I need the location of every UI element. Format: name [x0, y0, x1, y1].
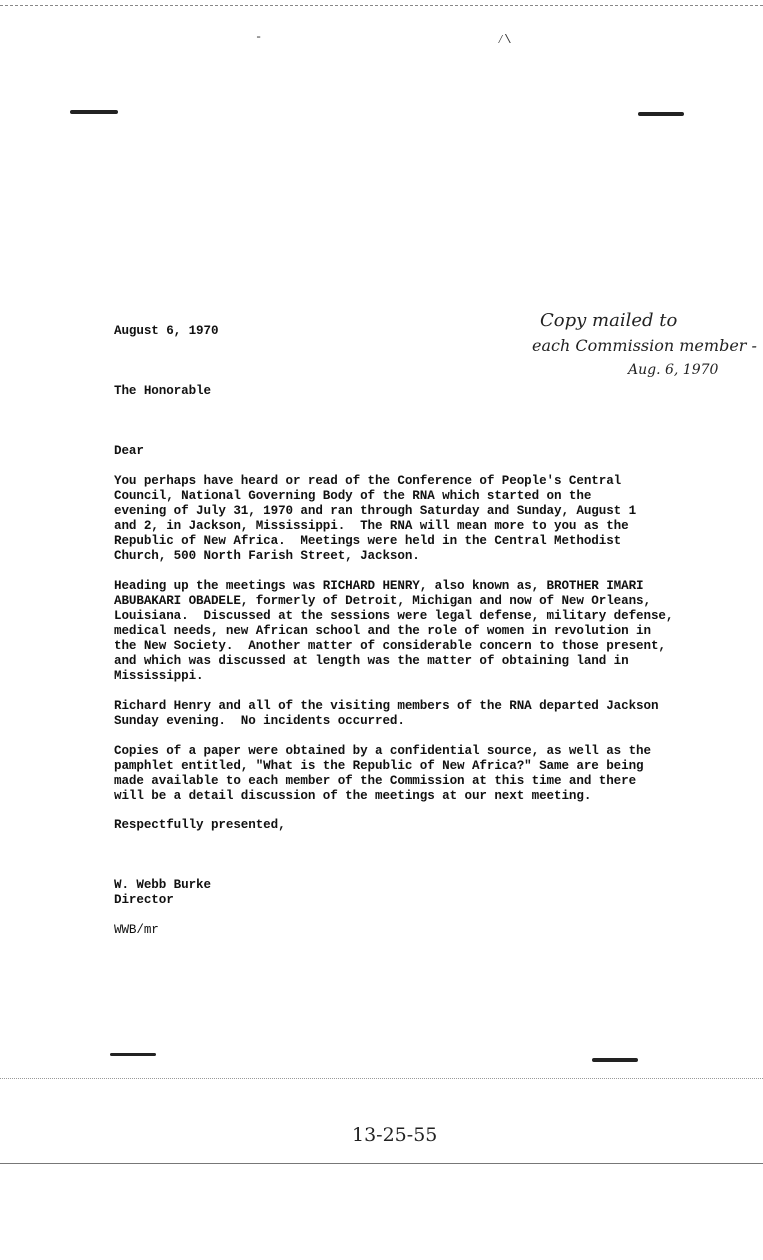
top-scan-edge	[0, 5, 763, 6]
handwritten-note-line1: Copy mailed to	[540, 310, 678, 331]
scan-speck: -	[255, 30, 263, 44]
letter-paragraph	[114, 744, 694, 804]
paragraph-line: Council, National Governing Body of the RNA which started on the	[114, 489, 592, 503]
punch-mark-left	[70, 110, 118, 114]
letter-paragraph	[114, 699, 694, 729]
paragraph-line: the New Society. Another matter of considerable concern to those present,	[114, 639, 666, 653]
punch-mark-left	[110, 1053, 156, 1056]
signer-name: W. Webb Burke	[114, 878, 211, 892]
paragraph-line: and 2, in Jackson, Mississippi. The RNA will mean more to you as the	[114, 519, 629, 533]
signer-title: Director	[114, 893, 174, 907]
paragraph-line: Richard Henry and all of the visiting members of the RNA departed Jackson	[114, 699, 659, 713]
paragraph-line: medical needs, new African school and the role of women in revolution in	[114, 624, 651, 638]
paragraph-line: Louisiana. Discussed at the sessions were legal defense, military defense,	[114, 609, 674, 623]
letter-closing: Respectfully presented,	[114, 818, 286, 832]
paragraph-line: pamphlet entitled, "What is the Republic of New Africa?" Same are being	[114, 759, 644, 773]
punch-mark-right	[592, 1058, 638, 1062]
handwritten-note-line3: Aug. 6, 1970	[628, 362, 719, 378]
paragraph-line: evening of July 31, 1970 and ran through Saturday and Sunday, August 1	[114, 504, 637, 518]
paragraph-line: Republic of New Africa. Meetings were held in the Central Methodist	[114, 534, 622, 548]
paragraph-line: You perhaps have heard or read of the Conference of People's Central	[114, 474, 622, 488]
handwritten-note-line2: each Commission member -	[532, 336, 757, 355]
paragraph-line: ABUBAKARI OBADELE, formerly of Detroit, Michigan and now of New Orleans,	[114, 594, 651, 608]
letter-salutation: Dear	[114, 444, 144, 458]
paragraph-line: Sunday evening. No incidents occurred.	[114, 714, 405, 728]
paragraph-line: Mississippi.	[114, 669, 204, 683]
paragraph-line: Heading up the meetings was RICHARD HENRY, also known as, BROTHER IMARI	[114, 579, 644, 593]
letter-paragraph	[114, 579, 694, 684]
paragraph-line: made available to each member of the Commission at this time and there	[114, 774, 637, 788]
bottom-scan-edge	[0, 1163, 763, 1164]
paragraph-line: Copies of a paper were obtained by a confidential source, as well as the	[114, 744, 651, 758]
scan-speck: ⁄\	[497, 33, 512, 47]
punch-mark-right	[638, 112, 684, 116]
letter-paragraph	[114, 474, 694, 564]
letter-date: August 6, 1970	[114, 324, 219, 338]
file-number: 13-25-55	[352, 1124, 438, 1146]
paragraph-line: Church, 500 North Farish Street, Jackson.	[114, 549, 420, 563]
letter-addressee: The Honorable	[114, 384, 211, 398]
typist-initials: WWB/mr	[114, 923, 159, 937]
paragraph-line: and which was discussed at length was the matter of obtaining land in	[114, 654, 629, 668]
fold-line	[0, 1078, 763, 1079]
paragraph-line: will be a detail discussion of the meetings at our next meeting.	[114, 789, 592, 803]
